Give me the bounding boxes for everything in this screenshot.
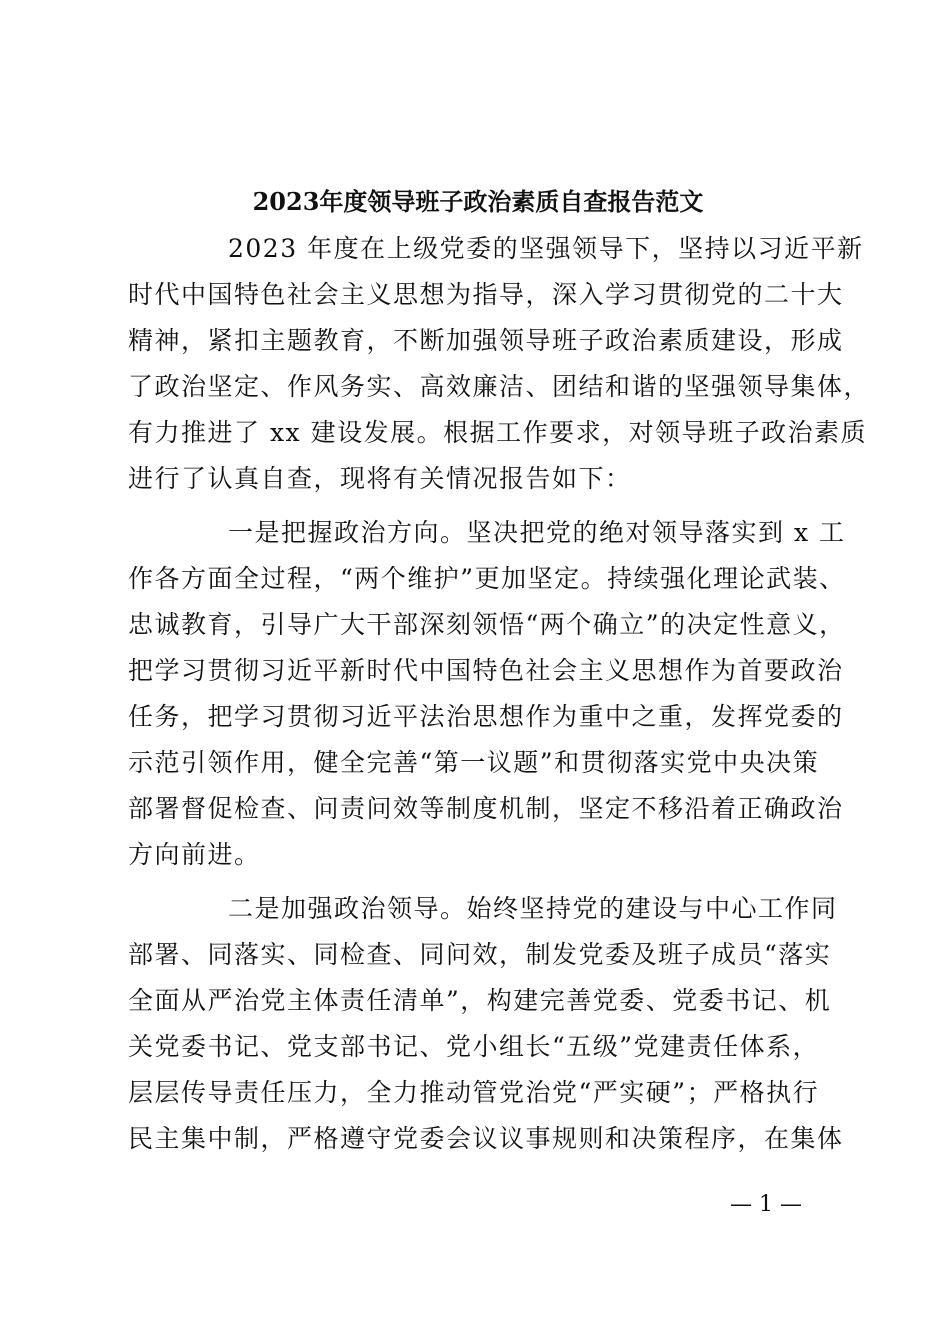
text-line: 任务，把学习贯彻习近平法治思想作为重中之重，发挥党委的 bbox=[128, 702, 844, 731]
text-line: 层层传导责任压力，全力推动管党治党“严实硬”；严格执行 bbox=[128, 1078, 820, 1107]
text-line: 关党委书记、党支部书记、党小组长“五级”党建责任体系， bbox=[128, 1032, 820, 1061]
text-line: 有力推进了 xx 建设发展。根据工作要求，对领导班子政治素质 bbox=[128, 418, 868, 447]
text-line: 忠诚教育，引导广大干部深刻领悟“两个确立”的决定性意义， bbox=[128, 610, 846, 639]
text-line: 示范引领作用，健全完善“第一议题”和贯彻落实党中央决策 bbox=[128, 748, 820, 777]
text-line: 把学习贯彻习近平新时代中国特色社会主义思想作为首要政治 bbox=[128, 656, 844, 685]
text-line: 2023 年度在上级党委的坚强领导下，坚持以习近平新 bbox=[228, 234, 864, 263]
text-line: 部署、同落实、同检查、同问效，制发党委及班子成员“落实 bbox=[128, 940, 832, 969]
text-line: 全面从严治党主体责任清单”，构建完善党委、党委书记、机 bbox=[128, 986, 832, 1015]
document-title: 2023年度领导班子政治素质自查报告范文 bbox=[252, 187, 704, 216]
text-line: 作各方面全过程，“两个维护”更加坚定。持续强化理论武装、 bbox=[128, 564, 846, 593]
paragraph-political-leadership bbox=[128, 886, 843, 1162]
text-line: 了政治坚定、作风务实、高效廉洁、团结和谐的坚强领导集体， bbox=[128, 372, 871, 401]
text-line: 方向前进。 bbox=[128, 840, 261, 869]
text-line: 部署督促检查、问责问效等制度机制，坚定不移沿着正确政治 bbox=[128, 794, 844, 823]
text-line: 民主集中制，严格遵守党委会议议事规则和决策程序，在集体 bbox=[128, 1124, 844, 1153]
text-line: 进行了认真自查，现将有关情况报告如下： bbox=[128, 464, 632, 493]
document-body bbox=[128, 226, 871, 1170]
text-line: 一是把握政治方向。坚决把党的绝对领导落实到 x 工 bbox=[228, 518, 846, 547]
page-number: — 1 — bbox=[730, 1192, 802, 1217]
text-line: 精神，紧扣主题教育，不断加强领导班子政治素质建设，形成 bbox=[128, 326, 844, 355]
paragraph-intro bbox=[128, 226, 871, 502]
text-line: 二是加强政治领导。始终坚持党的建设与中心工作同 bbox=[228, 894, 838, 923]
text-line: 时代中国特色社会主义思想为指导，深入学习贯彻党的二十大 bbox=[128, 280, 844, 309]
paragraph-political-direction bbox=[128, 510, 846, 878]
